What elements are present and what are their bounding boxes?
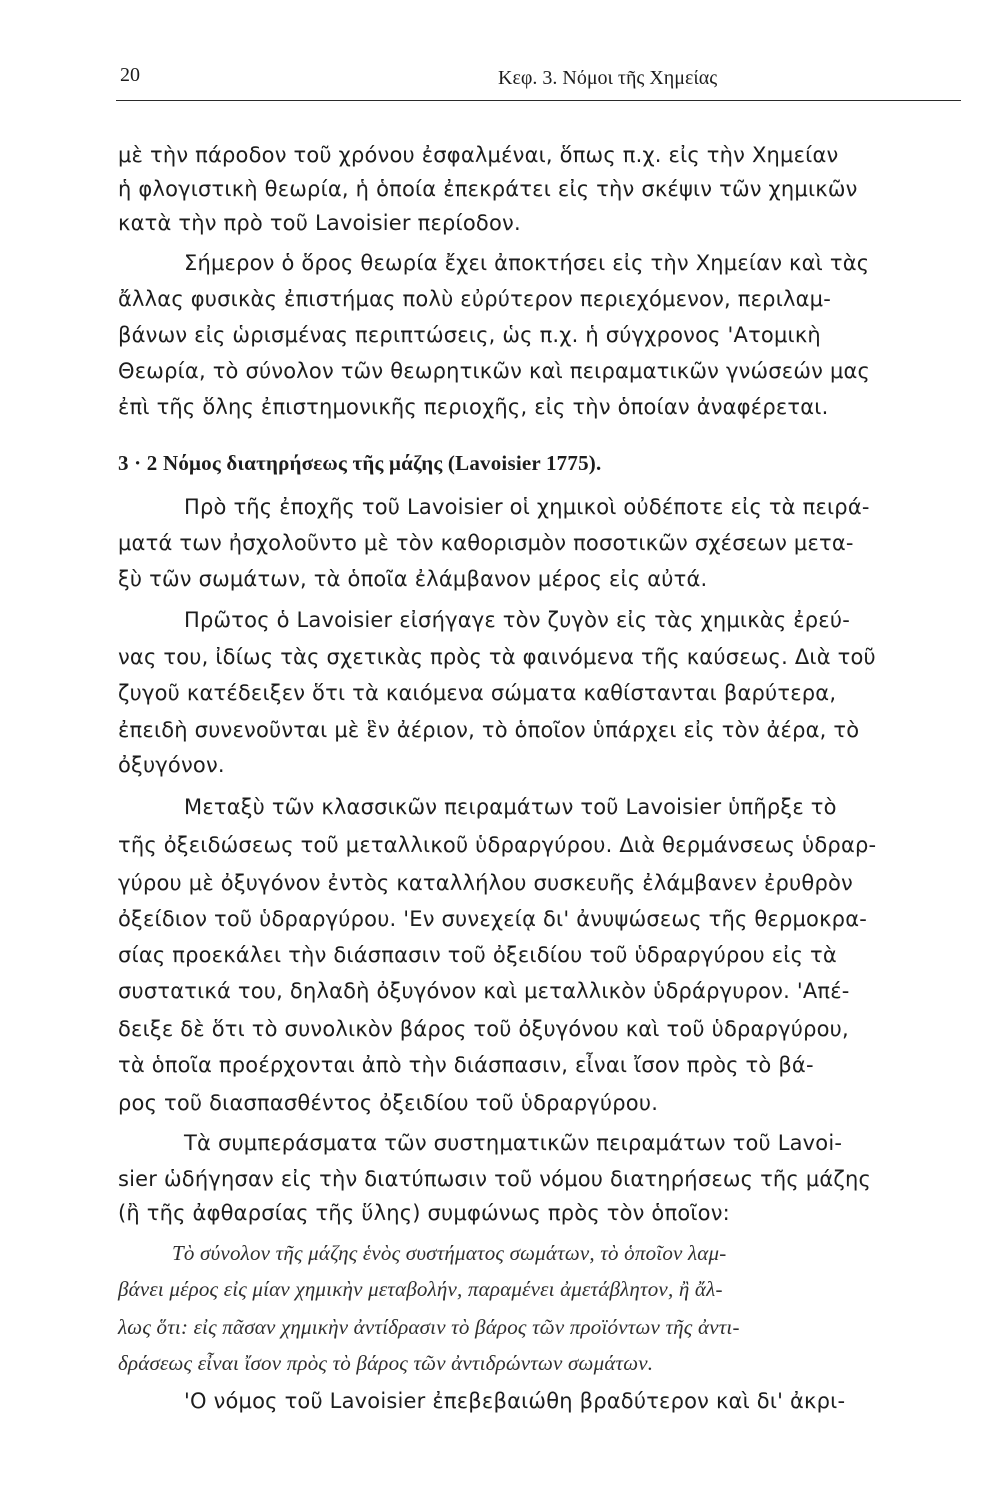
text-line: ἐπειδὴ συνενοῦνται μὲ ἓν ἀέριον, τὸ ὁποῖον ὑπάρχει εἰς τὸν ἀέρα, τὸ: [118, 718, 860, 742]
text-line: τῆς ὀξειδώσεως τοῦ μεταλλικοῦ ὑδραργύρου. Διὰ θερμάνσεως ὑδραρ-: [118, 833, 877, 857]
text-line: 'Ο νόμος τοῦ Lavoisier ἐπεβεβαιώθη βραδύτερον καὶ δι' ἀκρι-: [184, 1389, 846, 1413]
running-title: Κεφ. 3. Νόμοι τῆς Χημείας: [498, 67, 718, 89]
text-line: Πρῶτος ὁ Lavoisier εἰσήγαγε τὸν ζυγὸν εἰς τὰς χημικὰς ἐρεύ-: [184, 608, 850, 632]
text-line: συστατικά του, δηλαδὴ ὀξυγόνον καὶ μεταλλικὸν ὑδράργυρον. 'Απέ-: [118, 979, 850, 1003]
text-line: ἄλλας φυσικὰς ἐπιστήμας πολὺ εὐρύτερον περιεχόμενον, περιλαμ-: [118, 287, 832, 311]
text-line: Τὰ συμπεράσματα τῶν συστηματικῶν πειραμάτων τοῦ Lavoi-: [184, 1131, 843, 1155]
law-statement-line: βάνει μέρος εἰς μίαν χημικὴν μεταβολήν, παραμένει ἀμετάβλητον, ἢ ἄλ-: [118, 1277, 723, 1301]
running-head: [120, 64, 960, 98]
text-line: ἡ φλογιστικὴ θεωρία, ἡ ὁποία ἐπεκράτει εἰς τὴν σκέψιν τῶν χημικῶν: [118, 177, 858, 201]
text-line: τὰ ὁποῖα προέρχονται ἀπὸ τὴν διάσπασιν, εἶναι ἴσον πρὸς τὸ βά-: [118, 1053, 814, 1077]
text-line: Μεταξὺ τῶν κλασσικῶν πειραμάτων τοῦ Lavoisier ὑπῆρξε τὸ: [184, 795, 837, 819]
text-line: σίας προεκάλει τὴν διάσπασιν τοῦ ὀξειδίου τοῦ ὑδραργύρου εἰς τὰ: [118, 943, 837, 967]
text-line: βάνων εἰς ὡρισμένας περιπτώσεις, ὡς π.χ. ἡ σύγχρονος 'Ατομικὴ: [118, 323, 821, 347]
text-line: ματά των ἠσχολοῦντο μὲ τὸν καθορισμὸν ποσοτικῶν σχέσεων μετα-: [118, 531, 854, 555]
text-line: ἐπὶ τῆς ὅλης ἐπιστημονικῆς περιοχῆς, εἰς τὴν ὁποίαν ἀναφέρεται.: [118, 395, 829, 419]
text-line: ζυγοῦ κατέδειξεν ὅτι τὰ καιόμενα σώματα καθίστανται βαρύτερα,: [118, 681, 837, 705]
law-statement-line: δράσεως εἶναι ἴσον πρὸς τὸ βάρος τῶν ἀντιδρώντων σωμάτων.: [118, 1351, 654, 1375]
text-line: μὲ τὴν πάροδον τοῦ χρόνου ἐσφαλμέναι, ὅπως π.χ. εἰς τὴν Χημείαν: [118, 143, 839, 167]
text-line: ὀξυγόνον.: [118, 753, 225, 777]
text-line: νας του, ἰδίως τὰς σχετικὰς πρὸς τὰ φαινόμενα τῆς καύσεως. Διὰ τοῦ: [118, 645, 876, 669]
text-line: γύρου μὲ ὀξυγόνον ἐντὸς καταλλήλου συσκευῆς ἐλάμβανεν ἐρυθρὸν: [118, 871, 853, 895]
text-line: sier ὡδήγησαν εἰς τὴν διατύπωσιν τοῦ νόμου διατηρήσεως τῆς μάζης: [118, 1167, 872, 1191]
section-heading: 3 · 2 Νόμος διατηρήσεως τῆς μάζης (Lavoisier 1775).: [118, 451, 602, 475]
text-line: (ἢ τῆς ἀφθαρσίας τῆς ὕλης) συμφώνως πρὸς τὸν ὁποῖον:: [118, 1201, 730, 1225]
law-statement-line: Τὸ σύνολον τῆς μάζης ἑνὸς συστήματος σωμάτων, τὸ ὁποῖον λαμ-: [172, 1241, 727, 1265]
text-line: κατὰ τὴν πρὸ τοῦ Lavoisier περίοδον.: [118, 211, 521, 235]
header-rule: [116, 100, 961, 101]
text-line: Σήμερον ὁ ὅρος θεωρία ἔχει ἀποκτήσει εἰς τὴν Χημείαν καὶ τὰς: [184, 251, 870, 275]
text-line: Πρὸ τῆς ἐποχῆς τοῦ Lavoisier οἱ χημικοὶ οὐδέποτε εἰς τὰ πειρά-: [184, 495, 870, 519]
text-line: ρος τοῦ διασπασθέντος ὀξειδίου τοῦ ὑδραργύρου.: [118, 1091, 659, 1115]
text-line: δειξε δὲ ὅτι τὸ συνολικὸν βάρος τοῦ ὀξυγόνου καὶ τοῦ ὑδραργύρου,: [118, 1017, 849, 1041]
law-statement-line: λως ὅτι: εἰς πᾶσαν χημικὴν ἀντίδρασιν τὸ βάρος τῶν προϊόντων τῆς ἀντι-: [118, 1315, 740, 1339]
text-line: ξὺ τῶν σωμάτων, τὰ ὁποῖα ἐλάμβανον μέρος εἰς αὐτά.: [118, 567, 708, 591]
text-line: ὀξείδιον τοῦ ὑδραργύρου. 'Εν συνεχείᾳ δι' ἀνυψώσεως τῆς θερμοκρα-: [118, 907, 868, 931]
page-number: 20: [120, 64, 140, 86]
text-line: Θεωρία, τὸ σύνολον τῶν θεωρητικῶν καὶ πειραματικῶν γνώσεών μας: [118, 359, 871, 383]
